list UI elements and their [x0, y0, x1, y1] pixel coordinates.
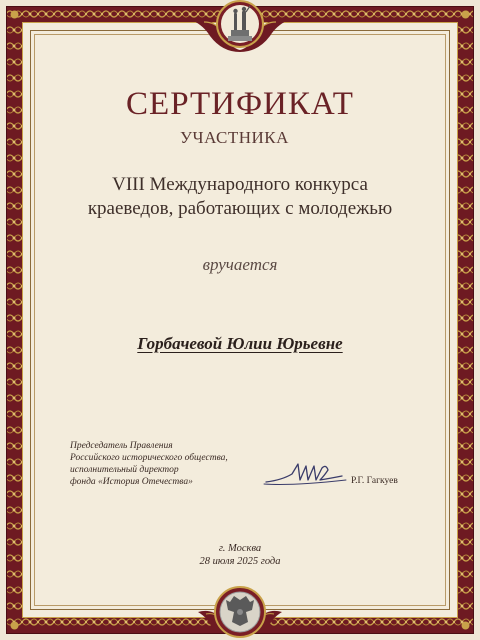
certificate-subtitle: УЧАСТНИКА — [180, 128, 289, 147]
monument-emblem-icon — [190, 0, 290, 52]
signatory-position-line: Председатель Правления — [70, 441, 173, 451]
issue-date: 28 июля 2025 года — [199, 556, 281, 567]
recipient-name: Горбачевой Юлии Юрьевне — [137, 334, 343, 353]
double-headed-eagle-seal-icon — [198, 582, 282, 640]
certificate-title: СЕРТИФИКАТ — [126, 86, 354, 122]
signatory-position-line: исполнительный директор — [70, 465, 179, 475]
signatory-position-line: фонда «История Отечества» — [70, 477, 193, 487]
signatory-position-line: Российского исторического общества, — [70, 453, 228, 463]
handwritten-signature — [262, 458, 348, 488]
contest-name-line-1: VIII Международного конкурса — [112, 174, 368, 195]
signatory-name: Р.Г. Гагкуев — [351, 476, 398, 486]
issue-city: г. Москва — [218, 543, 262, 554]
contest-name-line-2: краеведов, работающих с молодежью — [87, 198, 393, 219]
awarded-text: вручается — [202, 255, 278, 274]
signatory-position — [70, 440, 228, 488]
